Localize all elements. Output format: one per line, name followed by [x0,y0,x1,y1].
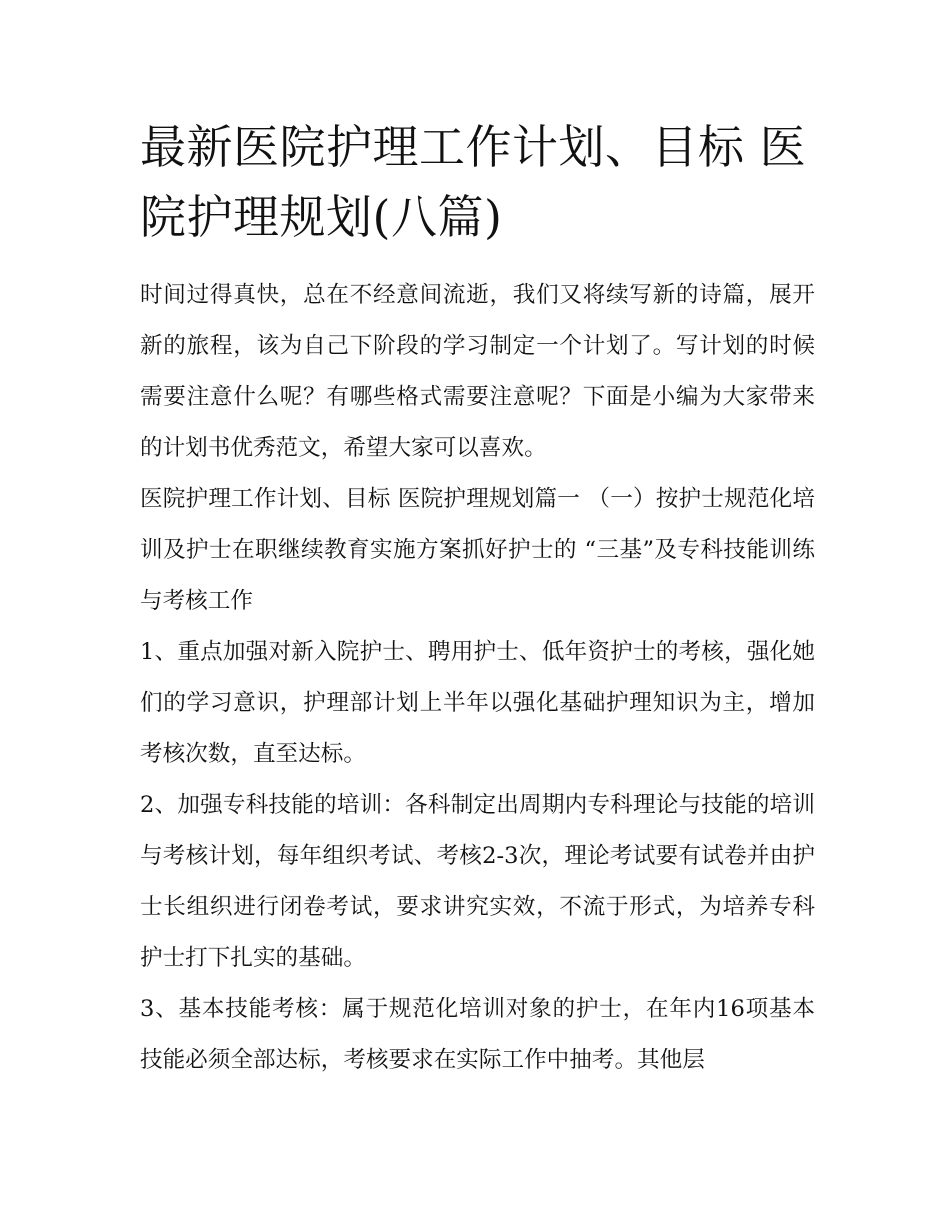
paragraph-item-2: 2、加强专科技能的培训：各科制定出周期内专科理论与技能的培训与考核计划，每年组织考试、考核2-3次，理论考试要有试卷并由护士长组织进行闭卷考试，要求讲究实效，不流于形式，为培养专科护士打下扎实的基础。 [140,792,815,971]
paragraph-item-3: 3、基本技能考核：属于规范化培训对象的护士，在年内16项基本技能必须全部达标，考核要求在实际工作中抽考。其他层 [140,996,815,1073]
paragraph-section-one: 医院护理工作计划、目标 医院护理规划篇一 （一）按护士规范化培训及护士在职继续教育实施方案抓好护士的 “三基”及专科技能训练与考核工作 [140,486,815,614]
paragraph-intro: 时间过得真快，总在不经意间流逝，我们又将续写新的诗篇，展开新的旅程，该为自己下阶段的学习制定一个计划了。写计划的时候需要注意什么呢？有哪些格式需要注意呢？下面是小编为大家带来的计划书优秀范文，希望大家可以喜欢。 [140,282,815,461]
paragraph-item-1: 1、重点加强对新入院护士、聘用护士、低年资护士的考核，强化她们的学习意识，护理部计划上半年以强化基础护理知识为主，增加考核次数，直至达标。 [140,639,815,767]
document-title: 最新医院护理工作计划、目标 医院护理规划(八篇) [140,120,807,244]
document-content [140,112,815,1086]
